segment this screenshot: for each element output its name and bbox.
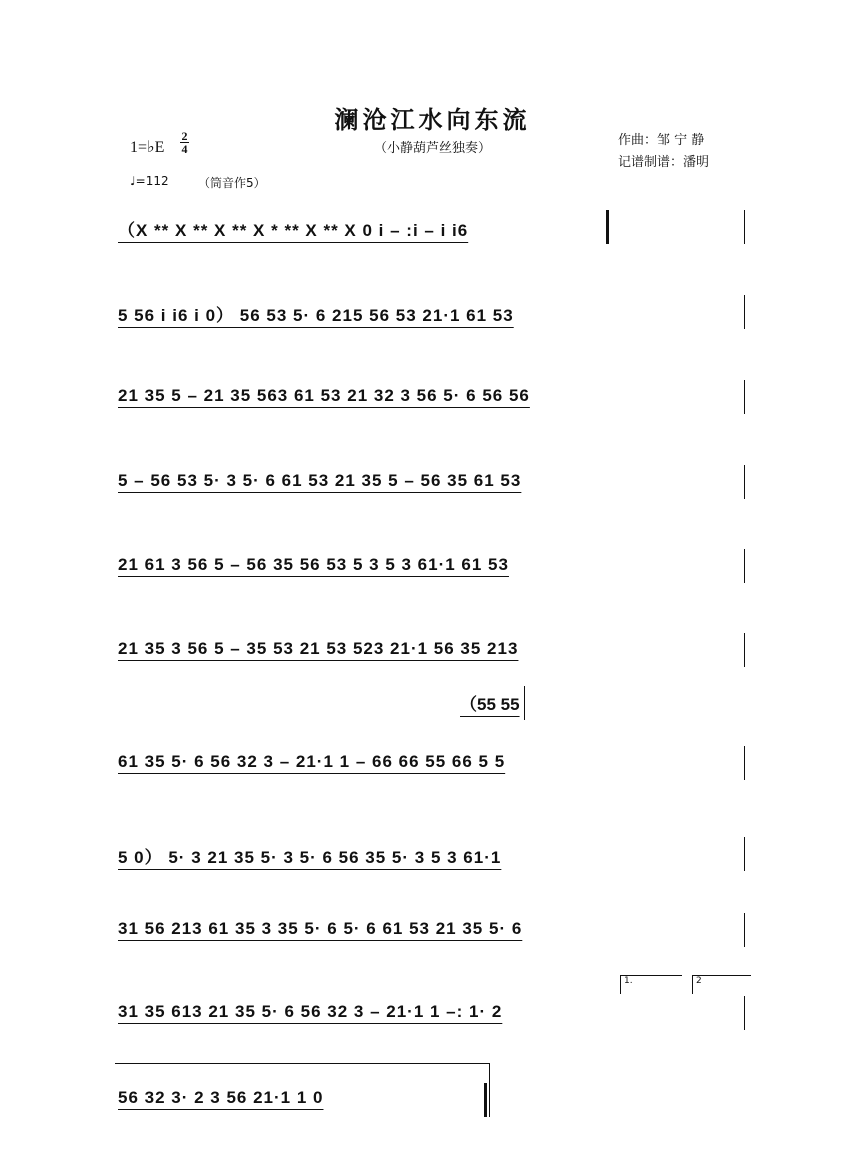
score-line-1: （X ** X ** X ** X * ** X ** X 0 i – :i – i i6 (118, 221, 469, 240)
score-subtitle: （小静葫芦丝独奏） (373, 141, 491, 156)
barline (744, 380, 745, 414)
barline (744, 633, 745, 667)
barline (744, 913, 745, 947)
tempo-note: （筒音作5） (198, 176, 266, 190)
barline (744, 465, 745, 499)
key-signature: 1=♭E (130, 139, 165, 156)
volta-first-ending: 1. (620, 975, 682, 994)
repeat-start-barline (606, 210, 609, 244)
score-line-8: 5 0） 5· 3 21 35 5· 3 5· 6 56 35 5· 3 5 3 61·1 (118, 848, 502, 867)
time-signature-bottom: 4 (181, 142, 188, 156)
time-signature-top: 2 (181, 129, 188, 143)
score-line-5: 21 61 3 56 5 – 56 35 56 53 5 3 5 3 61·1 61 53 (118, 555, 509, 574)
score-line-7: 61 35 5· 6 56 32 3 – 21·1 1 – 66 66 55 66 5 5 (118, 752, 506, 771)
barline (744, 210, 745, 244)
barline (744, 746, 745, 780)
barline (744, 549, 745, 583)
barline (744, 837, 745, 871)
barline (744, 295, 745, 329)
score-title: 澜沧江水向东流 (334, 105, 531, 134)
composer-credit: 作曲：邹 宁 静 (618, 133, 705, 148)
volta-second-ending: 2 (692, 975, 751, 994)
final-barline (484, 1083, 487, 1117)
barline (524, 686, 525, 720)
time-signature (180, 130, 189, 155)
score-line-3: 21 35 5 – 21 35 563 61 53 21 32 3 56 5· 6 56 56 (118, 386, 530, 405)
barline (744, 996, 745, 1030)
score-line-4: 5 – 56 53 5· 3 5· 6 61 53 21 35 5 – 56 35 61 53 (118, 471, 522, 490)
ending-bracket (115, 1063, 490, 1064)
score-line-11: 56 32 3· 2 3 56 21·1 1 0 (118, 1088, 324, 1107)
score-line-2: 5 56 i i6 i 0） 56 53 5· 6 215 56 53 21·1 61 53 (118, 306, 514, 325)
score-line-10: 31 35 613 21 35 5· 6 56 32 3 – 21·1 1 –: 1· 2 (118, 1002, 503, 1021)
score-line-6: 21 35 3 56 5 – 35 53 21 53 523 21·1 56 35 213 (118, 639, 519, 658)
transcriber-credit: 记谱制谱：潘明 (618, 155, 710, 170)
accent-phrase: （55 55 (460, 695, 520, 714)
score-line-9: 31 56 213 61 35 3 35 5· 6 5· 6 61 53 21 35 5· 6 (118, 919, 523, 938)
tempo-marking: ♩=112 (130, 174, 169, 188)
ending-bracket-side (489, 1063, 490, 1117)
